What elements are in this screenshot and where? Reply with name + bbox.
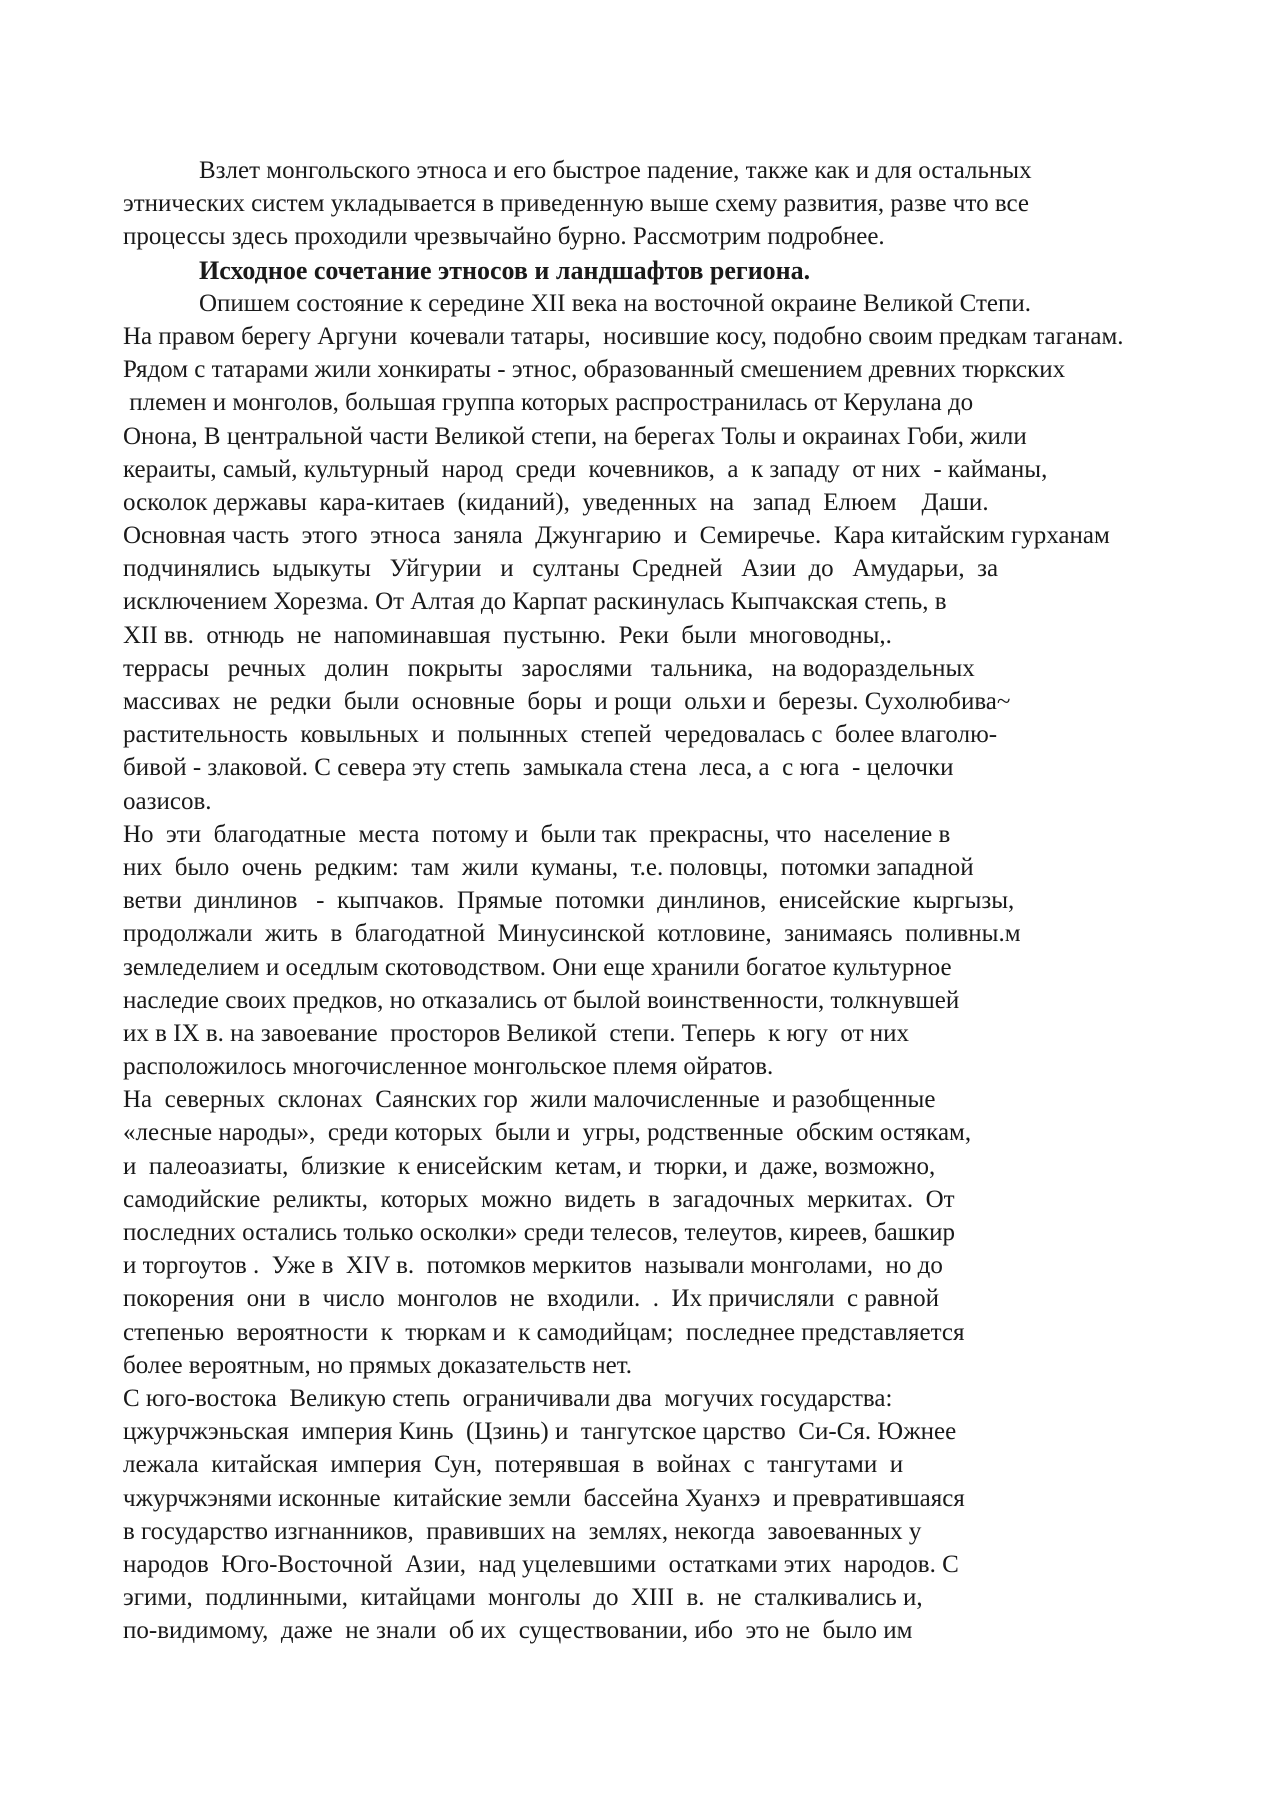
- paragraph-line: «лесные народы», среди которых были и угры, родственные обским остякам,: [123, 1119, 972, 1147]
- document-body: [123, 154, 1253, 1647]
- paragraph-line: земледелием и оседлым скотоводством. Они еще хранили богатое культурное: [123, 953, 952, 981]
- paragraph-line: этнических систем укладывается в приведенную выше схему развития, разве что все: [123, 190, 1029, 218]
- paragraph-line: На северных склонах Саянских гор жили малочисленные и разобщенные: [123, 1086, 936, 1114]
- paragraph-line: исключением Хорезма. От Алтая до Карпат раскинулась Кыпчакская степь, в: [123, 588, 947, 616]
- paragraph-line: в государство изгнанников, правивших на землях, некогда завоеванных у: [123, 1517, 922, 1545]
- paragraph-line: последних остались только осколки» среди телесов, телеутов, киреев, башкир: [123, 1219, 956, 1246]
- paragraph-line: более вероятным, но прямых доказательств нет.: [123, 1351, 633, 1379]
- paragraph-line: кераиты, самый, культурный народ среди кочевников, а к западу от них - кайманы,: [123, 455, 1048, 483]
- paragraph-line: Основная часть этого этноса заняла Джунгарию и Семиречье. Кара китайским гурханам: [123, 522, 1110, 550]
- paragraph-line: их в IX в. на завоевание просторов Великой степи. Теперь к югу от них: [123, 1019, 909, 1047]
- paragraph-line: процессы здесь проходили чрезвычайно бурно. Рассмотрим подробнее.: [123, 223, 885, 251]
- paragraph-line: и торгоутов . Уже в XIV в. потомков меркитов называли монголами, но до: [123, 1252, 943, 1280]
- paragraph-line: племен и монголов, большая группа которых распространилась от Керулана до: [123, 389, 974, 417]
- paragraph-line: террасы речных долин покрыты зарослями тальника, на водораздельных: [123, 654, 975, 682]
- paragraph-line: XII вв. отнюдь не напоминавшая пустыню. Реки были многоводны,.: [123, 621, 892, 649]
- paragraph-line: массивах не редки были основные боры и рощи ольхи и березы. Сухолюбива~: [123, 688, 1011, 715]
- paragraph-line: по-видимому, даже не знали об их существовании, ибо это не было им: [123, 1617, 913, 1645]
- paragraph-line: наследие своих предков, но отказались от былой воинственности, толкнувшей: [123, 986, 960, 1014]
- paragraph-line: цжурчжэньская империя Кинь (Цзинь) и тангутское царство Си-Ся. Южнее: [123, 1418, 957, 1446]
- paragraph-line: С юго-востока Великую степь ограничивали два могучих государства:: [123, 1384, 893, 1412]
- section-heading: Исходное сочетание этносов и ландшафтов региона.: [199, 255, 811, 285]
- paragraph-line: Опишем состояние к середине XII века на восточной окраине Великой Степи.: [199, 289, 1032, 317]
- paragraph-line: ветви динлинов - кыпчаков. Прямые потомки динлинов, енисейские кыргызы,: [123, 887, 1015, 915]
- paragraph-line: эгими, подлинными, китайцами монголы до XIII в. не сталкивались и,: [123, 1584, 923, 1612]
- paragraph-line: подчинялись ыдыкуты Уйгурии и султаны Средней Азии до Амударьи, за: [123, 555, 999, 583]
- paragraph-line: Рядом с татарами жили хонкираты - этнос, образованный смешением древних тюркских: [123, 356, 1066, 384]
- paragraph-line: и палеоазиаты, близкие к енисейским кетам, и тюрки, и даже, возможно,: [123, 1152, 936, 1180]
- paragraph-line: Онона, В центральной части Великой степи, на берегах Толы и окраинах Гоби, жили: [123, 422, 1027, 450]
- paragraph-line: самодийские реликты, которых можно видеть в загадочных меркитах. От: [123, 1185, 955, 1213]
- paragraph-line: расположилось многочисленное монгольское племя ойратов.: [123, 1053, 774, 1081]
- paragraph-line: оазисов.: [123, 787, 212, 815]
- paragraph-line: осколок державы кара-китаев (киданий), уведенных на запад Елюем Даши.: [123, 488, 989, 516]
- paragraph-line: покорения они в число монголов не входили. . Их причисляли с равной: [123, 1285, 939, 1313]
- paragraph-line: чжурчжэнями исконные китайские земли бассейна Хуанхэ и превратившаяся: [123, 1484, 965, 1512]
- paragraph-line: продолжали жить в благодатной Минусинской котловине, занимаясь поливны.м: [123, 920, 1021, 948]
- paragraph-line: лежала китайская империя Сун, потерявшая в войнах с тангутами и: [123, 1451, 904, 1479]
- paragraph-line: На правом берегу Аргуни кочевали татары, носившие косу, подобно своим предкам таганам.: [123, 322, 1124, 350]
- paragraph-line: них было очень редким: там жили куманы, т.е. половцы, потомки западной: [123, 853, 974, 881]
- paragraph-line: бивой - злаковой. С севера эту степь замыкала стена леса, а с юга - целочки: [123, 754, 954, 782]
- paragraph-line: народов Юго-Восточной Азии, над уцелевшими остатками этих народов. С: [123, 1550, 959, 1578]
- paragraph-line: растительность ковыльных и полынных степей чередовалась с более влаголю-: [123, 721, 998, 749]
- paragraph-line: Но эти благодатные места потому и были так прекрасны, что население в: [123, 820, 951, 848]
- paragraph-line: Взлет монгольского этноса и его быстрое падение, также как и для остальных: [199, 157, 1032, 184]
- paragraph-line: степенью вероятности к тюркам и к самодийцам; последнее представляется: [123, 1318, 965, 1346]
